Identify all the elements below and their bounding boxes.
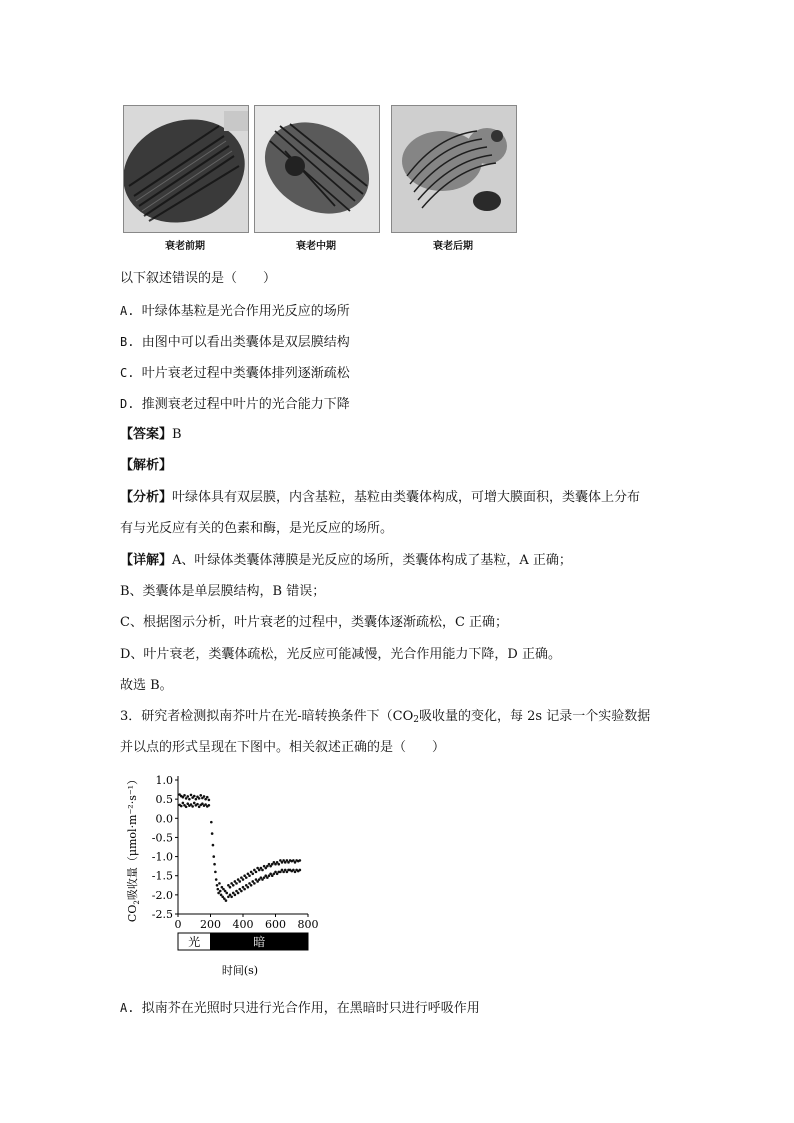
data-point bbox=[247, 886, 250, 889]
data-point bbox=[229, 886, 232, 889]
q3-option-a-key: A. bbox=[120, 1001, 135, 1015]
data-point bbox=[199, 794, 202, 797]
y-label-rest: 吸收量（μmol·m⁻²·s⁻¹） bbox=[126, 773, 139, 901]
analysis-fenxi bbox=[120, 489, 640, 507]
option-c bbox=[120, 364, 350, 383]
data-point bbox=[248, 874, 251, 877]
data-point bbox=[253, 882, 256, 885]
caption-early: 衰老前期 bbox=[165, 241, 205, 252]
data-point bbox=[208, 799, 211, 802]
detail-d: D、叶片衰老，类囊体疏松，光反应可能减慢，光合作用能力下降，D 正确。 bbox=[120, 647, 561, 662]
data-point bbox=[219, 890, 222, 893]
data-point bbox=[191, 805, 194, 808]
data-point bbox=[195, 798, 198, 801]
svg-text:CO2吸收量（μmol·m⁻²·s⁻¹） bbox=[125, 774, 141, 922]
micrograph-figure bbox=[123, 105, 523, 250]
option-c-key: C. bbox=[120, 366, 135, 380]
data-point bbox=[251, 873, 254, 876]
question-stem: 以下叙述错误的是（ ） bbox=[120, 271, 277, 286]
data-point bbox=[243, 888, 246, 891]
data-point bbox=[234, 894, 237, 897]
light-dark-bar bbox=[178, 933, 308, 950]
q3-line1-post: 吸收量的变化，每 2s 记录一个实验数据 bbox=[419, 709, 651, 724]
conclusion: 故选 B。 bbox=[120, 678, 173, 693]
option-d bbox=[120, 395, 350, 414]
data-point bbox=[250, 884, 253, 887]
analysis-xiangjie bbox=[120, 552, 572, 570]
caption-middle: 衰老中期 bbox=[296, 241, 336, 252]
x-tick-label: 200 bbox=[200, 918, 221, 931]
x-tick-label: 800 bbox=[297, 918, 319, 931]
data-point bbox=[217, 888, 220, 891]
data-point bbox=[240, 890, 243, 893]
data-point bbox=[183, 794, 186, 797]
answer-value: B bbox=[172, 427, 182, 442]
micrograph-late-senescence bbox=[391, 105, 517, 233]
fenxi-line1: 叶绿体具有双层膜，内含基粒，基粒由类囊体构成，可增大膜面积，类囊体上分布 bbox=[172, 490, 641, 505]
q3-line1-sub: 2 bbox=[413, 715, 420, 725]
data-point bbox=[190, 794, 193, 797]
data-point bbox=[193, 802, 196, 805]
y-tick-label: 1.0 bbox=[155, 774, 173, 787]
data-point bbox=[230, 895, 233, 898]
x-ticks bbox=[175, 914, 319, 931]
data-point bbox=[196, 803, 199, 806]
data-point bbox=[180, 805, 183, 808]
y-ticks bbox=[152, 774, 178, 921]
option-a bbox=[120, 302, 350, 321]
data-point bbox=[218, 882, 221, 885]
question3-line2: 并以点的形式呈现在下图中。相关叙述正确的是（ ） bbox=[120, 740, 446, 755]
y-tick-label: -0.5 bbox=[151, 831, 173, 845]
option-c-text: 叶片衰老过程中类囊体排列逐渐疏松 bbox=[141, 366, 350, 381]
data-point bbox=[211, 832, 214, 835]
detail-c: C、根据图示分析，叶片衰老的过程中，类囊体逐渐疏松，C 正确； bbox=[120, 615, 509, 630]
y-tick-label: -1.5 bbox=[151, 869, 173, 883]
y-axis-label bbox=[125, 774, 141, 922]
data-point bbox=[237, 892, 240, 895]
y-tick-label: 0.0 bbox=[155, 812, 173, 826]
q3-option-a-text: 拟南芥在光照时只进行光合作用，在黑暗时只进行呼吸作用 bbox=[141, 1001, 480, 1016]
data-point bbox=[216, 884, 219, 887]
x-tick-label: 0 bbox=[174, 918, 182, 931]
y-label-main: CO bbox=[126, 904, 139, 923]
y-tick-label: -2.5 bbox=[151, 908, 173, 921]
fenxi-line2: 有与光反应有关的色素和酶，是光反应的场所。 bbox=[120, 521, 394, 536]
data-point bbox=[185, 806, 188, 809]
data-point bbox=[186, 795, 189, 798]
light-label: 光 bbox=[188, 935, 201, 949]
q3-line1-pre: 3．研究者检测拟南芥叶片在光-暗转换条件下（CO bbox=[120, 709, 414, 724]
data-point bbox=[193, 795, 196, 798]
option-b-text: 由图中可以看出类囊体是双层膜结构 bbox=[141, 335, 350, 350]
data-point bbox=[225, 892, 228, 895]
micrograph-middle-senescence bbox=[254, 105, 380, 233]
data-points bbox=[178, 793, 301, 902]
option-a-text: 叶绿体基粒是光合作用光反应的场所 bbox=[141, 304, 350, 319]
q3-option-a bbox=[120, 999, 480, 1018]
data-point bbox=[232, 884, 235, 887]
data-point bbox=[215, 878, 218, 881]
data-point bbox=[212, 855, 215, 858]
data-point bbox=[242, 878, 245, 881]
option-b-key: B. bbox=[120, 335, 135, 349]
data-point bbox=[245, 876, 248, 879]
data-point bbox=[198, 797, 201, 800]
y-tick-label: -1.0 bbox=[151, 850, 173, 864]
analysis-heading: 【解析】 bbox=[120, 458, 173, 473]
dark-label: 暗 bbox=[253, 935, 266, 949]
data-point bbox=[203, 795, 206, 798]
option-d-text: 推测衰老过程中叶片的光合能力下降 bbox=[141, 397, 350, 412]
x-axis-label: 时间(s) bbox=[221, 964, 259, 977]
data-point bbox=[261, 869, 264, 872]
data-point bbox=[188, 798, 191, 801]
xiangjie-a: A、叶绿体类囊体薄膜是光反应的场所，类囊体构成了基粒，A 正确； bbox=[172, 553, 572, 568]
option-a-key: A. bbox=[120, 304, 135, 318]
question3-line1 bbox=[120, 708, 650, 729]
y-tick-label: 0.5 bbox=[155, 793, 173, 807]
caption-late: 衰老后期 bbox=[433, 241, 473, 252]
fenxi-label: 【分析】 bbox=[120, 490, 173, 505]
option-b bbox=[120, 333, 350, 352]
option-d-key: D. bbox=[120, 397, 135, 411]
y-label-sub: 2 bbox=[133, 900, 141, 905]
detail-b: B、类囊体是单层膜结构，B 错误； bbox=[120, 584, 326, 599]
data-point bbox=[299, 869, 302, 872]
answer-line bbox=[120, 426, 182, 444]
data-point bbox=[182, 802, 185, 805]
chart-svg bbox=[120, 768, 320, 983]
data-point bbox=[225, 899, 228, 902]
y-tick-label: -2.0 bbox=[151, 888, 173, 902]
data-point bbox=[213, 863, 216, 866]
data-point bbox=[235, 882, 238, 885]
answer-label: 【答案】 bbox=[120, 427, 173, 442]
x-tick-label: 400 bbox=[232, 918, 254, 931]
data-point bbox=[206, 796, 209, 799]
data-point bbox=[238, 880, 241, 883]
data-point bbox=[299, 859, 302, 862]
xiangjie-label: 【详解】 bbox=[120, 553, 173, 568]
data-point bbox=[208, 804, 211, 807]
data-point bbox=[210, 821, 213, 824]
micrograph-early-senescence bbox=[123, 105, 249, 233]
data-point bbox=[255, 871, 258, 874]
co2-uptake-chart bbox=[120, 768, 320, 983]
data-point bbox=[277, 863, 280, 866]
data-point bbox=[214, 871, 217, 874]
x-tick-label: 600 bbox=[265, 918, 286, 931]
data-point bbox=[212, 844, 215, 847]
